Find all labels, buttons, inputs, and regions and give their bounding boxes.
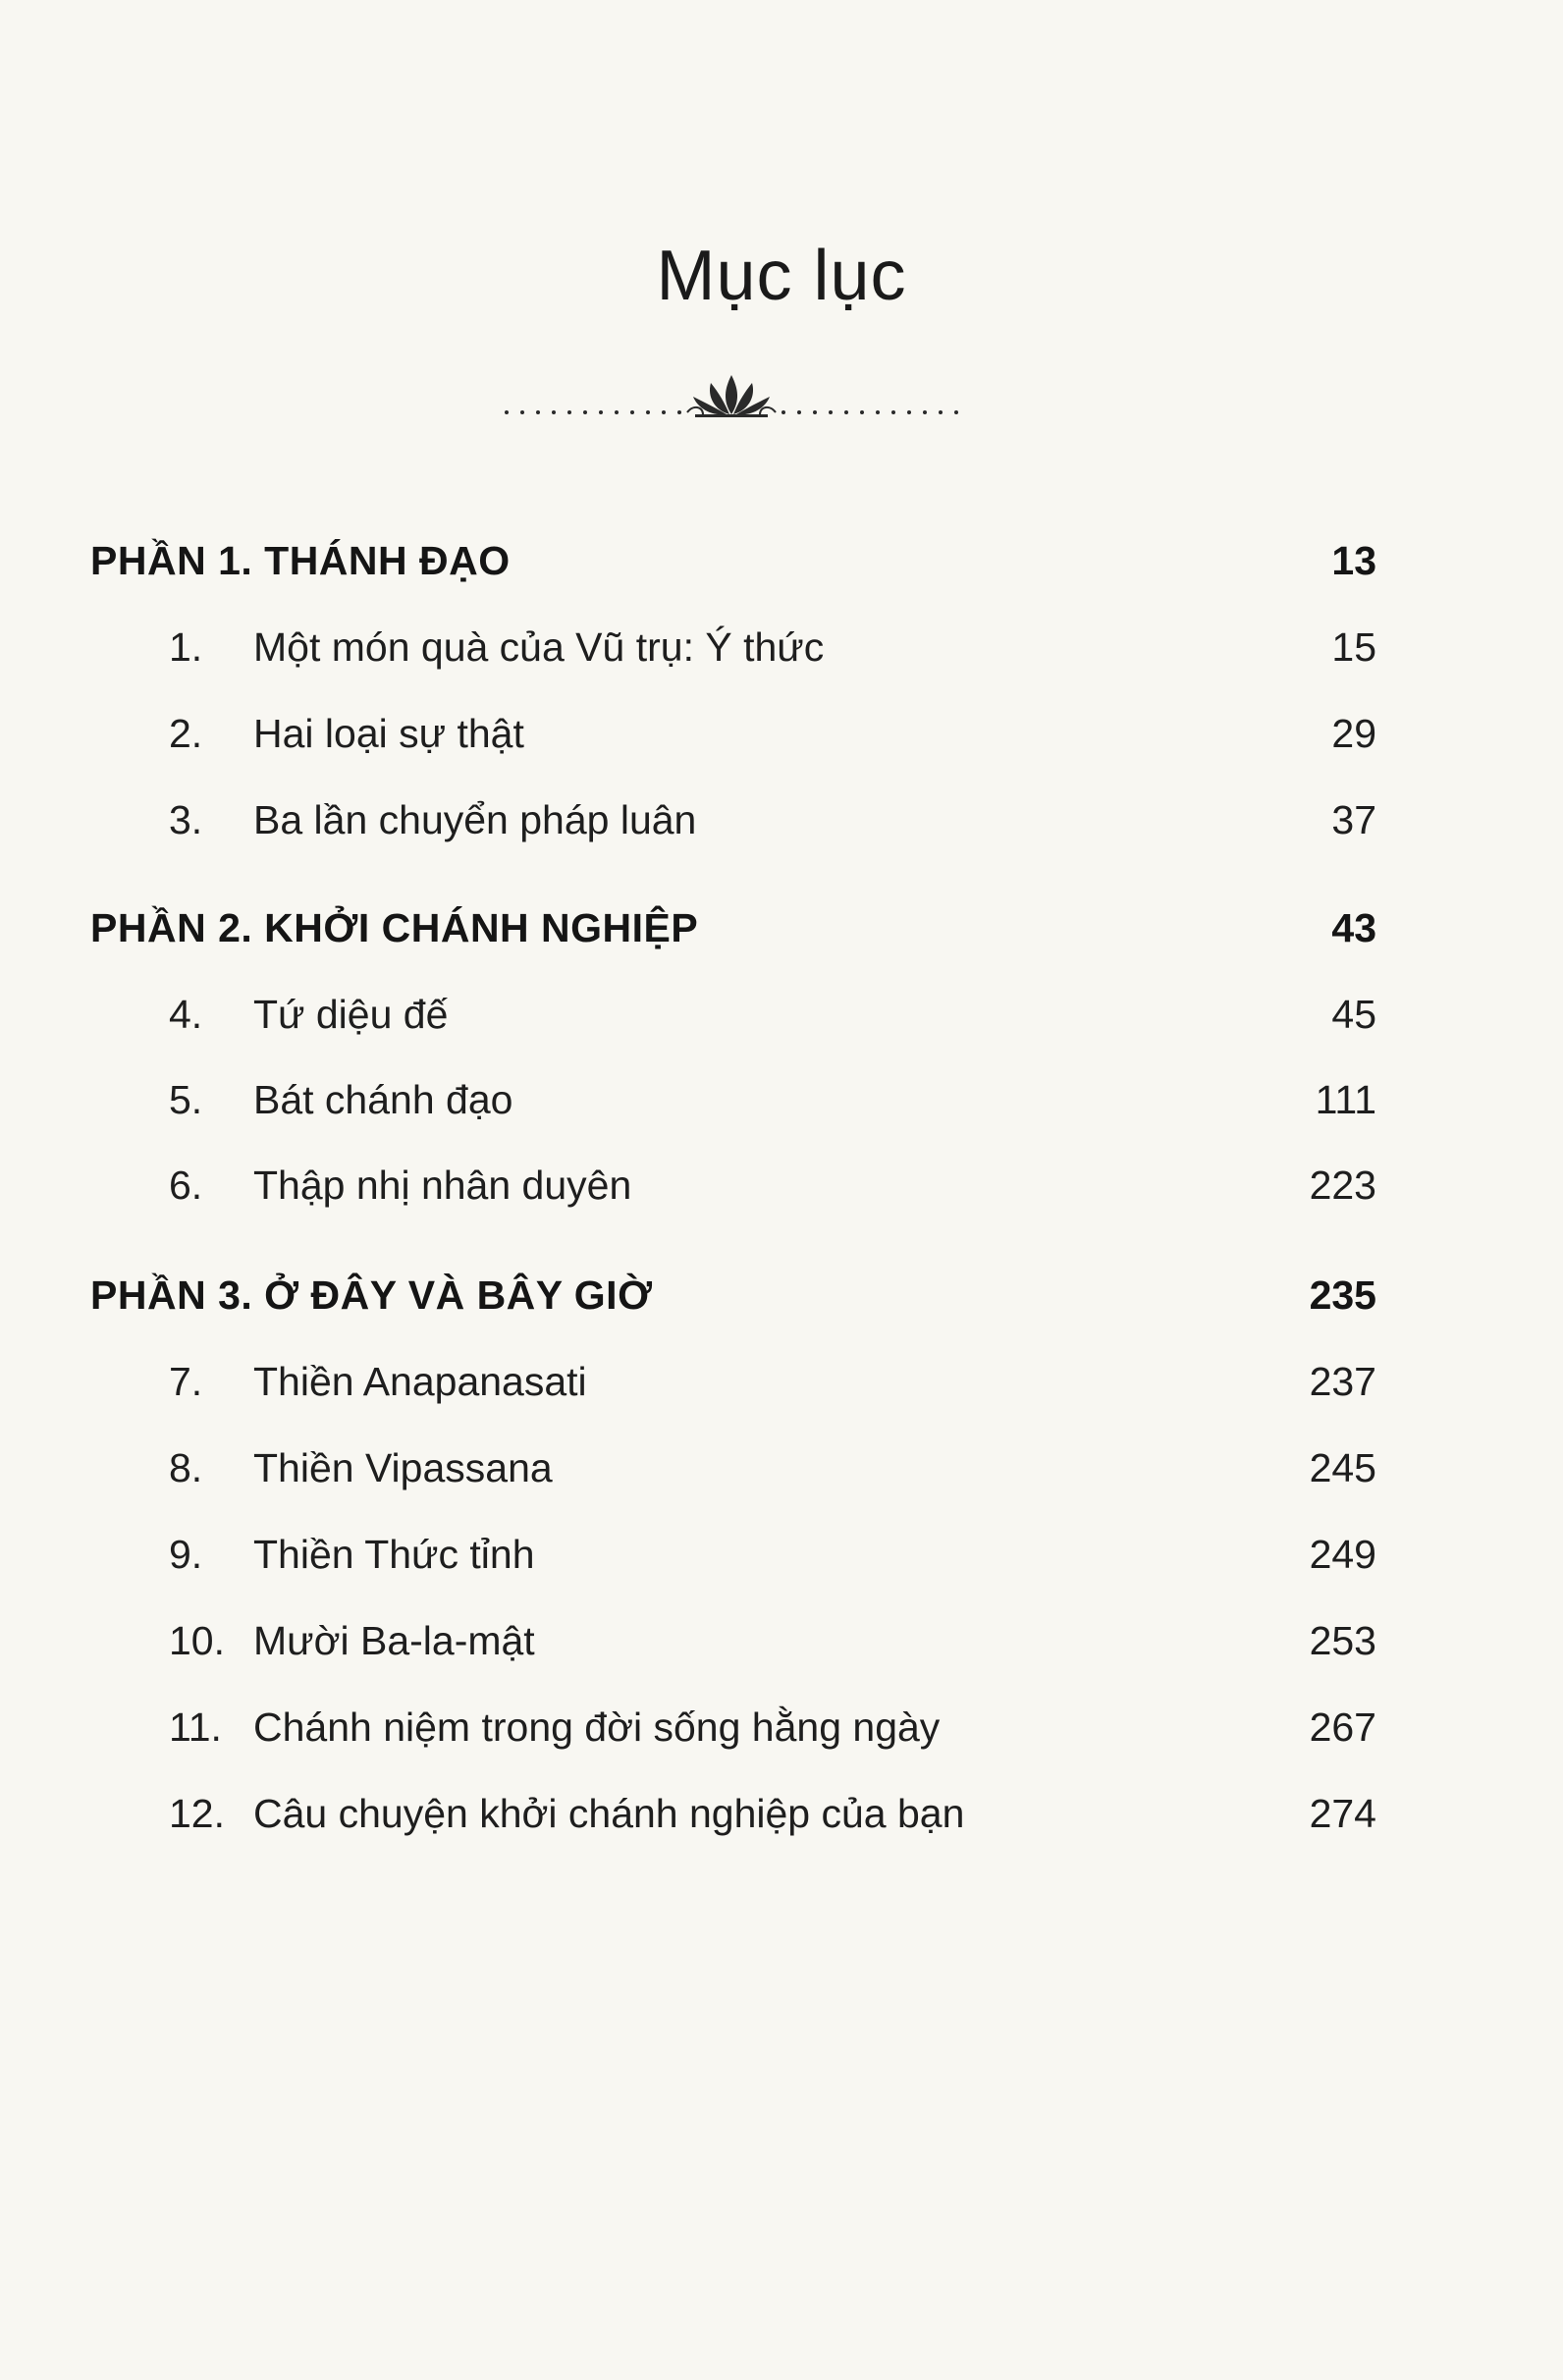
chapter-number: 12. [169, 1791, 225, 1836]
chapter-number: 7. [169, 1359, 203, 1404]
chapter-10[interactable] [169, 1618, 1376, 1687]
chapter-page: 245 [1309, 1445, 1376, 1490]
chapter-title: Câu chuyện khởi chánh nghiệp của bạn [253, 1791, 965, 1836]
chapter-title: Thiền Vipassana [253, 1445, 553, 1490]
chapter-number: 2. [169, 711, 203, 756]
chapter-page: 37 [1331, 797, 1376, 842]
chapter-page: 223 [1309, 1163, 1376, 1208]
chapter-number: 5. [169, 1077, 203, 1122]
lotus-ornament-icon [501, 371, 962, 430]
chapter-7[interactable] [169, 1359, 1376, 1428]
part-page: 235 [1309, 1272, 1376, 1318]
chapter-page: 249 [1309, 1532, 1376, 1577]
part-label: PHẦN 3. Ở ĐÂY VÀ BÂY GIỜ [90, 1272, 653, 1318]
chapter-page: 274 [1309, 1791, 1376, 1836]
chapter-title: Mười Ba-la-mật [253, 1618, 535, 1663]
chapter-number: 1. [169, 624, 203, 670]
chapter-number: 9. [169, 1532, 203, 1577]
page-title: Mục lục [656, 237, 907, 315]
chapter-2[interactable] [169, 711, 1376, 780]
chapter-title: Thập nhị nhân duyên [253, 1163, 632, 1208]
chapter-number: 3. [169, 797, 203, 842]
chapter-title: Thiền Thức tỉnh [253, 1532, 535, 1577]
chapter-number: 4. [169, 992, 203, 1037]
chapter-8[interactable] [169, 1445, 1376, 1514]
chapter-4[interactable] [169, 992, 1376, 1060]
chapter-title: Hai loại sự thật [253, 711, 524, 756]
part-page: 13 [1331, 538, 1376, 583]
chapter-title: Ba lần chuyển pháp luân [253, 797, 697, 842]
chapter-12[interactable] [169, 1791, 1376, 1860]
chapter-number: 11. [169, 1704, 222, 1750]
chapter-page: 267 [1309, 1704, 1376, 1750]
chapter-number: 8. [169, 1445, 203, 1490]
chapter-5[interactable] [169, 1077, 1376, 1146]
chapter-number: 10. [169, 1618, 225, 1663]
chapter-page: 29 [1331, 711, 1376, 756]
part-1-heading[interactable] [90, 538, 1376, 607]
part-3-heading[interactable] [90, 1272, 1376, 1341]
part-label: PHẦN 1. THÁNH ĐẠO [90, 538, 511, 583]
part-label: PHẦN 2. KHỞI CHÁNH NGHIỆP [90, 905, 699, 950]
chapter-3[interactable] [169, 797, 1376, 866]
chapter-9[interactable] [169, 1532, 1376, 1600]
chapter-number: 6. [169, 1163, 203, 1208]
chapter-title: Một món quà của Vũ trụ: Ý thức [253, 624, 825, 670]
chapter-6[interactable] [169, 1163, 1376, 1231]
chapter-page: 111 [1315, 1077, 1376, 1122]
chapter-page: 45 [1331, 992, 1376, 1037]
part-2-heading[interactable] [90, 905, 1376, 974]
chapter-title: Bát chánh đạo [253, 1077, 513, 1122]
chapter-page: 15 [1331, 624, 1376, 670]
chapter-title: Thiền Anapanasati [253, 1359, 587, 1404]
chapter-title: Chánh niệm trong đời sống hằng ngày [253, 1704, 941, 1750]
chapter-1[interactable] [169, 624, 1376, 693]
chapter-page: 253 [1309, 1618, 1376, 1663]
chapter-page: 237 [1309, 1359, 1376, 1404]
part-page: 43 [1331, 905, 1376, 950]
chapter-title: Tứ diệu đế [253, 992, 449, 1037]
chapter-11[interactable] [169, 1704, 1376, 1773]
